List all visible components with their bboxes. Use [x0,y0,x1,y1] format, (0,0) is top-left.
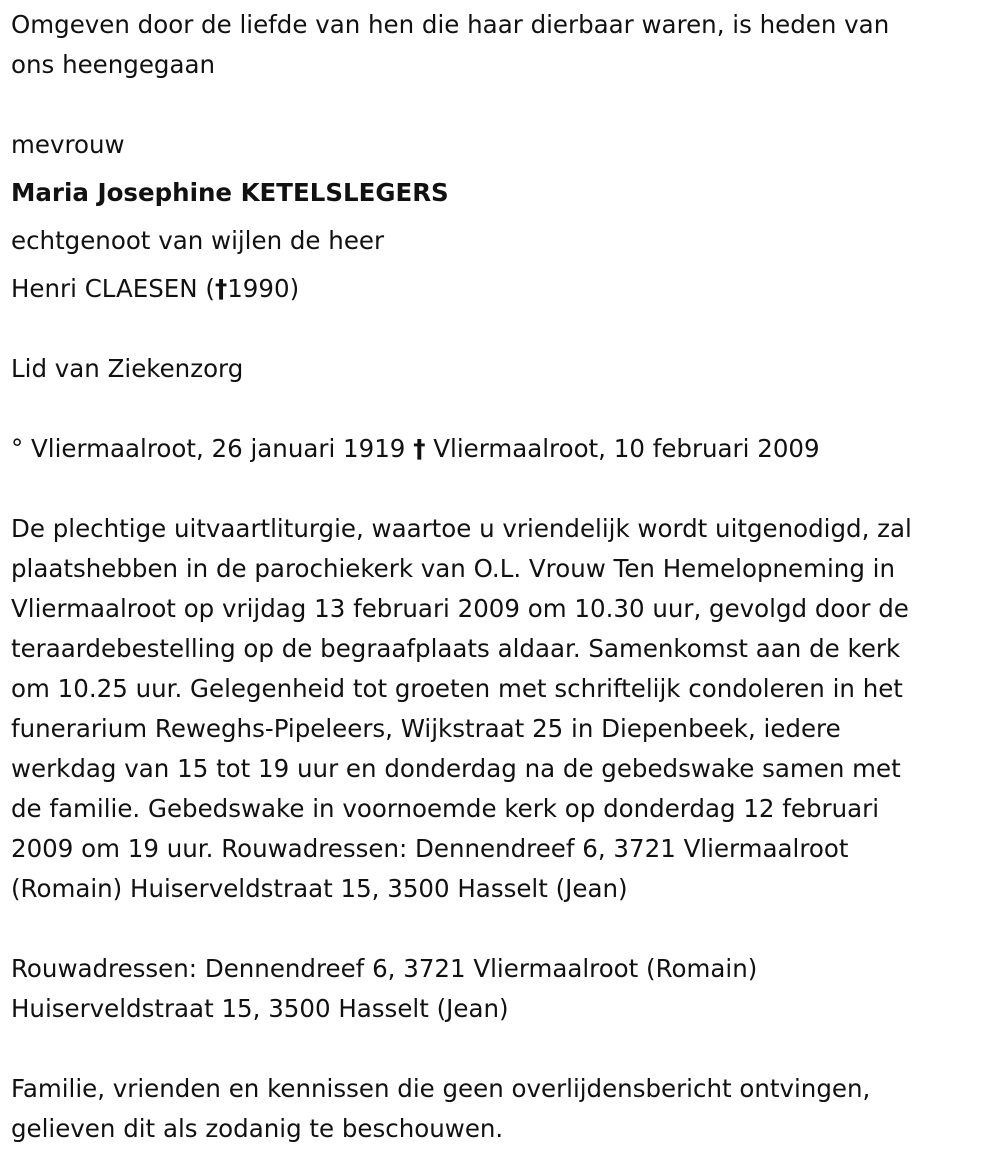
spouse-name: Henri CLAESEN ( [11,274,215,303]
deceased-title: mevrouw [11,130,125,159]
ceremony-line: plaatshebben in de parochiekerk van O.L. Vrouw Ten Hemelopneming in [11,554,896,583]
closing-line-2: gelieven dit als zodanig te beschouwen. [11,1114,504,1143]
ceremony-line: werkdag van 15 tot 19 uur en donderdag na de gebedswake samen met [11,754,901,783]
ceremony-line: De plechtige uitvaartliturgie, waartoe u vriendelijk wordt uitgenodigd, zal [11,514,912,543]
cross-icon: † [413,434,426,463]
intro-line-1: Omgeven door de liefde van hen die haar dierbaar waren, is heden van [11,10,890,39]
intro-line-2: ons heengegaan [11,50,216,79]
ceremony-line: (Romain) Huiserveldstraat 15, 3500 Hasselt (Jean) [11,874,628,903]
address-line-1: Rouwadressen: Dennendreef 6, 3721 Vliermaalroot (Romain) [11,954,758,983]
life-dates [11,429,820,469]
ceremony-line: de familie. Gebedswake in voornoemde kerk op donderdag 12 februari [11,794,880,823]
membership: Lid van Ziekenzorg [11,354,244,383]
deceased-name: Maria Josephine KETELSLEGERS [11,178,449,207]
spouse-line [11,269,299,309]
cross-icon: † [214,274,228,303]
ceremony-line: funerarium Reweghs-Pipeleers, Wijkstraat 25 in Diepenbeek, iedere [11,714,841,743]
ceremony-line: om 10.25 uur. Gelegenheid tot groeten met schriftelijk condoleren in het [11,674,903,703]
spouse-intro: echtgenoot van wijlen de heer [11,226,385,255]
ceremony-line: Vliermaalroot op vrijdag 13 februari 2009 om 10.30 uur, gevolgd door de [11,594,909,623]
ceremony-line: 2009 om 19 uur. Rouwadressen: Dennendreef 6, 3721 Vliermaalroot [11,834,849,863]
birth-date: ° Vliermaalroot, 26 januari 1919 [11,434,406,463]
address-line-2: Huiserveldstraat 15, 3500 Hasselt (Jean) [11,994,509,1023]
closing-line-1: Familie, vrienden en kennissen die geen overlijdensbericht ontvingen, [11,1074,871,1103]
death-date: Vliermaalroot, 10 februari 2009 [433,434,820,463]
spouse-death-year: 1990) [227,274,300,303]
ceremony-line: teraardebestelling op de begraafplaats aldaar. Samenkomst aan de kerk [11,634,901,663]
